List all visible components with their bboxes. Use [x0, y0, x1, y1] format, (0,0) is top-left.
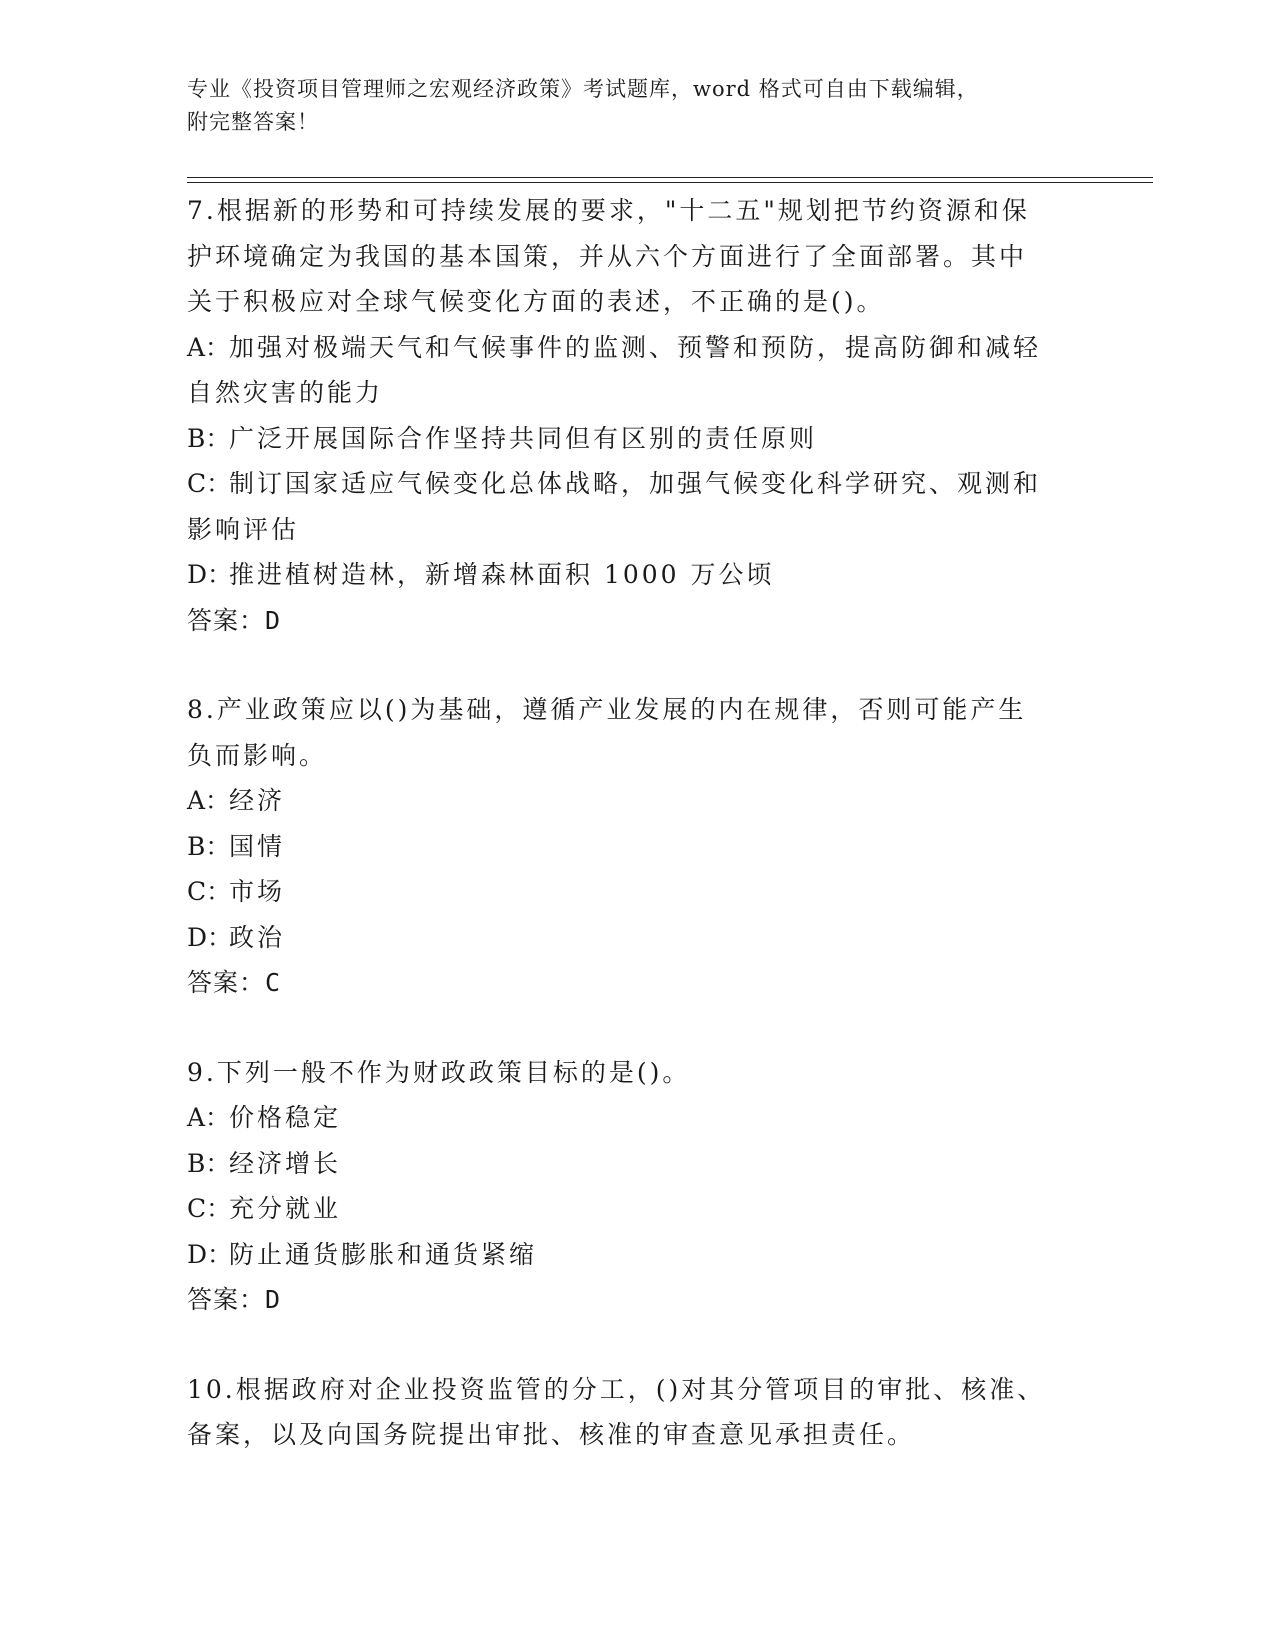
option-key: B：: [187, 831, 231, 861]
question-stem-line: 8.产业政策应以()为基础，遵循产业发展的内在规律，否则可能产生: [187, 695, 1027, 724]
question-block: [187, 1050, 1087, 1323]
option-key: D：: [187, 1239, 233, 1269]
document-header: [187, 73, 1087, 139]
question-stem-line: 7.根据新的形势和可持续发展的要求，"十二五"规划把节约资源和保: [187, 196, 1030, 225]
header-line-2: 附完整答案！: [187, 110, 319, 134]
option-text: 经济增长: [229, 1148, 342, 1178]
option-key: C：: [187, 1194, 232, 1223]
question-list: [187, 188, 1087, 1502]
question-stem-line: 护环境确定为我国的基本国策，并从六个方面进行了全面部署。其中: [187, 241, 1028, 271]
option-key: A：: [187, 786, 231, 815]
option-text: 市场: [229, 877, 286, 906]
option-key: C：: [187, 877, 232, 906]
option-key: C：: [187, 469, 232, 498]
option-text: 防止通货膨胀和通货紧缩: [229, 1239, 538, 1269]
answer-option-line: [187, 824, 1087, 870]
answer-option-line: [187, 416, 1087, 462]
option-text: 制订国家适应气候变化总体战略，加强气候变化科学研究、观测和: [229, 469, 1042, 498]
header-divider-top: [187, 177, 1153, 178]
option-text: 广泛开展国际合作坚持共同但有区别的责任原则: [229, 423, 818, 453]
question-stem-line: 关于积极应对全球气候变化方面的表述，不正确的是()。: [187, 287, 885, 316]
option-key: B：: [187, 1148, 231, 1178]
option-key: D：: [187, 560, 233, 589]
option-text: 经济: [229, 786, 286, 815]
answer-option-line: [187, 1232, 1087, 1278]
question-stem-line: 负而影响。: [187, 740, 328, 770]
answer-option-line: [187, 915, 1087, 961]
option-text: 价格稳定: [229, 1103, 342, 1132]
option-text: 国情: [229, 831, 286, 861]
answer-option-line: [187, 325, 1087, 371]
answer-key: 答案：D: [187, 605, 282, 635]
option-text: 影响评估: [187, 514, 300, 544]
option-text: 政治: [229, 922, 286, 952]
option-text: 自然灾害的能力: [187, 378, 384, 407]
question-stem-line: 10.根据政府对企业投资监管的分工，()对其分管项目的审批、核准、: [187, 1374, 1046, 1404]
answer-option-line: [187, 1186, 1087, 1232]
option-text: 加强对极端天气和气候事件的监测、预警和预防，提高防御和减轻: [229, 332, 1042, 362]
answer-option-line: [187, 507, 1087, 553]
option-key: A：: [187, 1103, 231, 1132]
option-key: B：: [187, 423, 231, 453]
answer-option-line: [187, 778, 1087, 824]
question-block: [187, 188, 1087, 643]
answer-option-line: [187, 461, 1087, 507]
answer-option-line: [187, 1141, 1087, 1187]
header-line-1: 专业《投资项目管理师之宏观经济政策》考试题库，word 格式可自由下载编辑，: [187, 77, 979, 101]
answer-option-line: [187, 552, 1087, 598]
answer-option-line: [187, 1095, 1087, 1141]
question-block: [187, 1367, 1087, 1458]
answer-option-line: [187, 869, 1087, 915]
option-key: D：: [187, 922, 233, 952]
question-stem-line: 9.下列一般不作为财政政策目标的是()。: [187, 1057, 691, 1087]
answer-option-line: [187, 370, 1087, 416]
option-text: 推进植树造林，新增森林面积 1000 万公顷: [229, 560, 775, 589]
answer-key: 答案：D: [187, 1285, 282, 1314]
header-divider-bottom: [187, 182, 1153, 183]
answer-key: 答案：C: [187, 968, 282, 997]
option-text: 充分就业: [229, 1194, 342, 1223]
question-block: [187, 687, 1087, 1006]
question-stem-line: 备案，以及向国务院提出审批、核准的审查意见承担责任。: [187, 1420, 916, 1449]
option-key: A：: [187, 332, 231, 362]
